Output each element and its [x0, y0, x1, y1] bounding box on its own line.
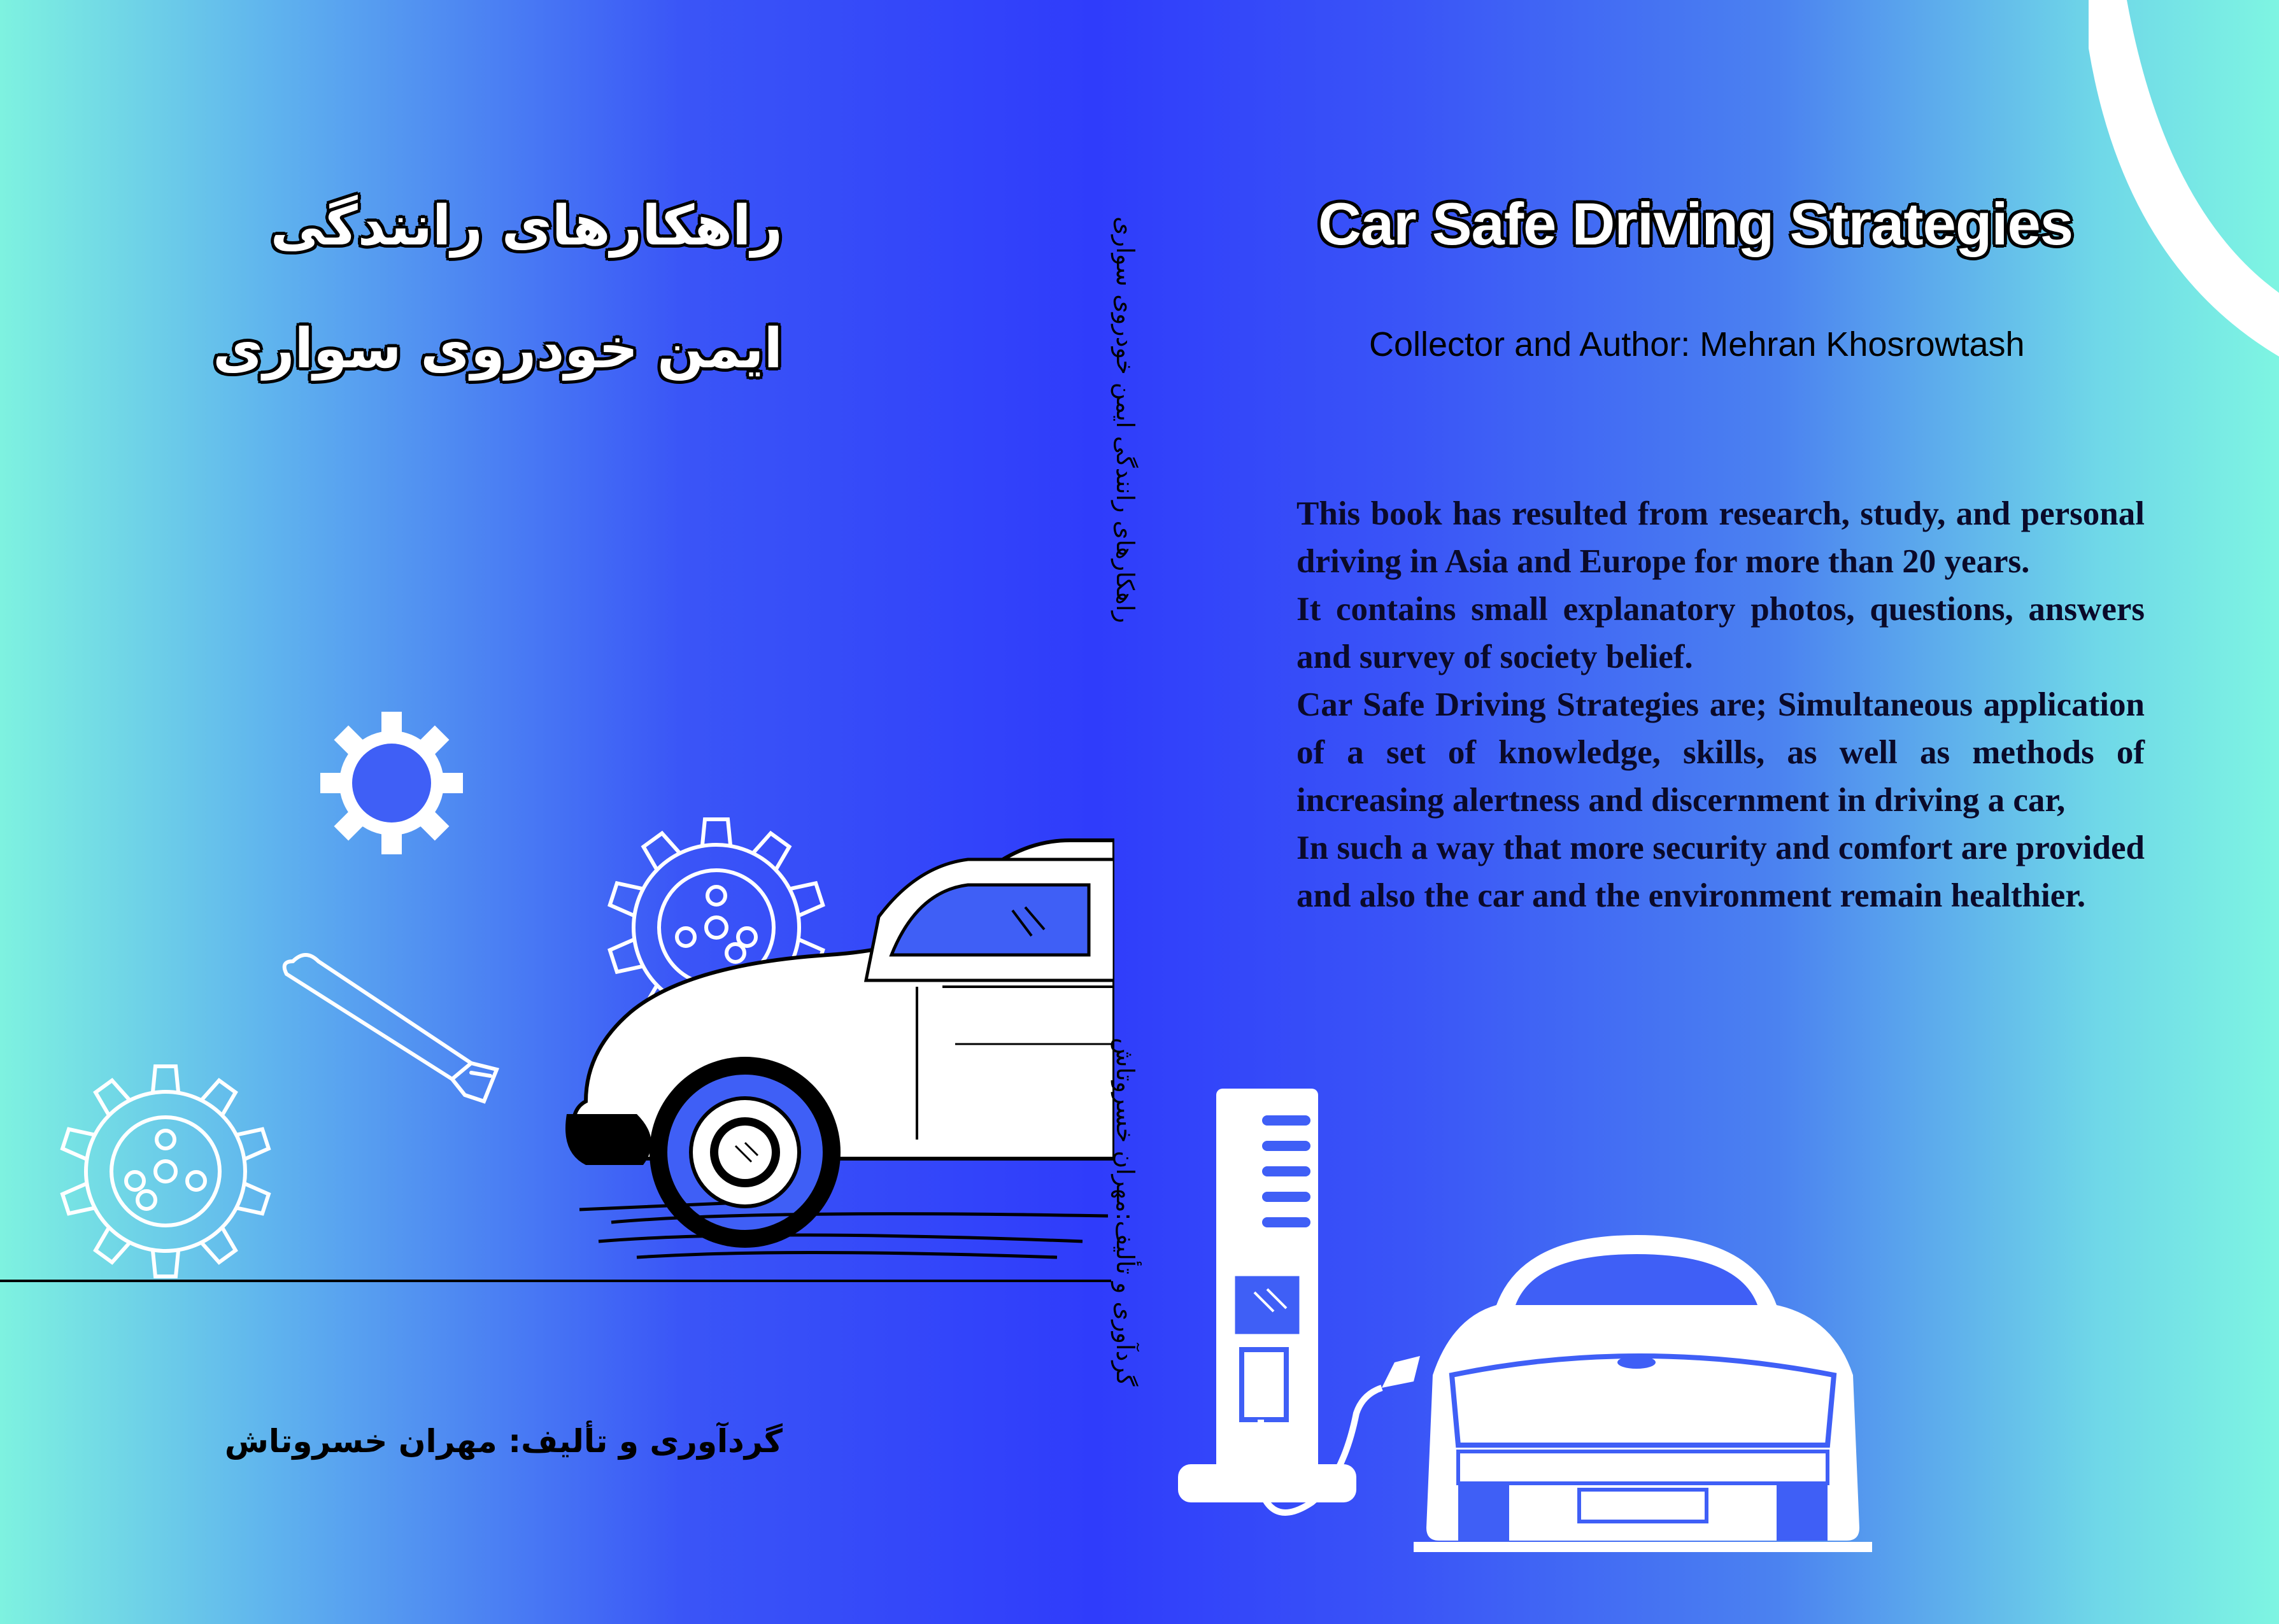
- corner-arc: [2089, 0, 2279, 357]
- gear-outline-icon-2: [45, 1050, 287, 1292]
- spine-title: راهکارهای رانندگی ایمن خودروی سواری: [1111, 216, 1139, 623]
- back-title-line1: راهکارهای رانندگی: [270, 194, 783, 258]
- vintage-car-icon: [560, 834, 1114, 1280]
- wrench-icon: [280, 949, 509, 1108]
- ground-line: [0, 1280, 1111, 1282]
- spine-author: گردآوری و تألیف:مهران خسروتاش: [1111, 1038, 1139, 1387]
- blurb-paragraph: Car Safe Driving Strategies are; Simultaneous application of a set of knowledge, skills, as well as methods of increasing alertness and discernment in driving a car,: [1296, 686, 2145, 819]
- front-author: Collector and Author: Mehran Khosrowtash: [1369, 325, 2025, 364]
- blurb-paragraph: It contains small explanatory photos, questions, answers and survey of society belief.: [1296, 591, 2145, 675]
- blurb-paragraph: In such a way that more security and comfort are provided and also the car and the environment remain healthier.: [1296, 830, 2145, 914]
- sedan-car-icon: [1414, 1229, 1872, 1553]
- front-title: Car Safe Driving Strategies: [1318, 190, 2073, 257]
- back-title-line2: ایمن خودروی سواری: [213, 317, 783, 381]
- front-blurb: [1296, 490, 2145, 920]
- gear-icon: [315, 707, 468, 859]
- back-author: گردآوری و تألیف: مهران خسروتاش: [224, 1423, 783, 1460]
- blurb-paragraph: This book has resulted from research, study, and personal driving in Asia and Europe for more than 20 years.: [1296, 495, 2145, 580]
